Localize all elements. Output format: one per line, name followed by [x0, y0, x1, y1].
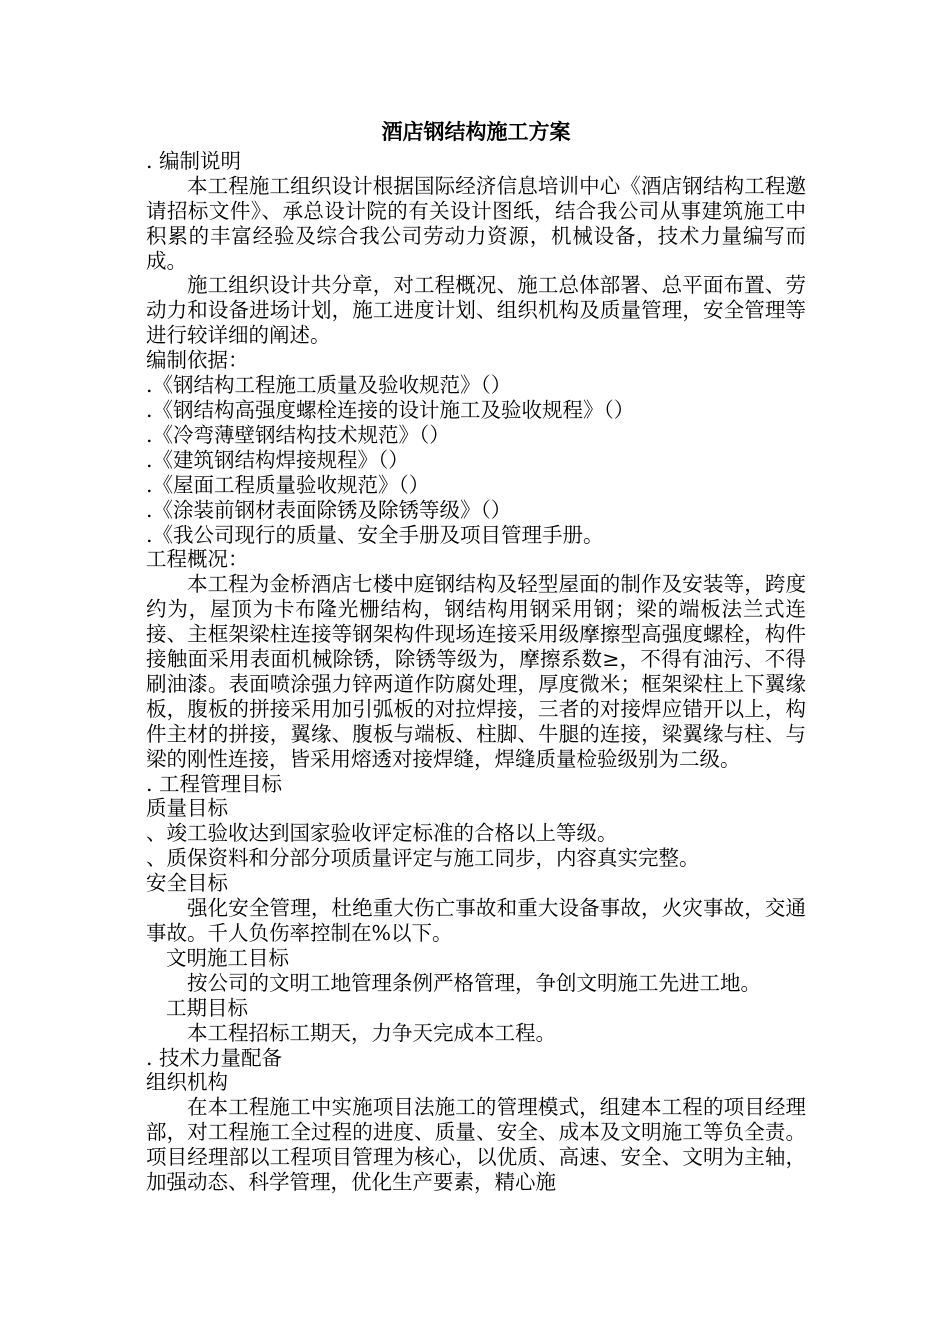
- paragraph-schedule-goal: 本工程招标工期天，力争天完成本工程。: [187, 1020, 556, 1045]
- document-title: 酒店钢结构施工方案: [381, 119, 571, 144]
- quality-item: 、质保资料和分部分项质量评定与施工同步，内容真实完整。: [146, 846, 700, 871]
- paragraph-project-overview: 本工程为金桥酒店七楼中庭钢结构及轻型屋面的制作及安装等，跨度约为，屋顶为卡布隆光栅结构，钢结构用钢采用钢；梁的端板法兰式连接、主框架梁柱连接等钢架构件现场连接采用级摩擦型高强度螺栓，构件接触面采用表面机械除锈，除锈等级为，摩擦系数≥，不得有油污、不得刷油漆。表面喷涂强力锌两道作防腐处理，厚度微米；框架梁柱上下翼缘板，腹板的拼接采用加引弧板的对拉焊接，三者的对接焊应错开以上，构件主材的拼接，翼缘、腹板与端板、柱脚、牛腿的连接，梁翼缘与柱、与梁的刚性连接，皆采用熔透对接焊缝，焊缝质量检验级别为二级。: [146, 572, 806, 771]
- section-heading-management-goals: . 工程管理目标: [146, 771, 283, 796]
- basis-item: .《钢结构工程施工质量及验收规范》（）: [146, 373, 512, 398]
- basis-item: .《建筑钢结构焊接规程》（）: [146, 447, 409, 472]
- document-page: [146, 120, 806, 1195]
- civil-construction-heading: 文明施工目标: [166, 945, 289, 970]
- paragraph-compilation-intro: 本工程施工组织设计根据国际经济信息培训中心《酒店钢结构工程邀请招标文件》、承总设计院的有关设计图纸，结合我公司从事建筑施工中积累的丰富经验及综合我公司劳动力资源，机械设备，技术力量编写而成。: [146, 173, 806, 273]
- basis-item: .《我公司现行的质量、安全手册及项目管理手册。: [146, 522, 604, 547]
- paragraph-safety-goal: 强化安全管理，杜绝重大伤亡事故和重大设备事故，火灾事故，交通事故。千人负伤率控制在%以下。: [146, 896, 806, 945]
- basis-item: .《涂装前钢材表面除锈及除锈等级》（）: [146, 497, 512, 522]
- basis-heading: 编制依据：: [146, 348, 249, 373]
- overview-heading: 工程概况：: [146, 547, 249, 572]
- paragraph-design-scope: 施工组织设计共分章，对工程概况、施工总体部署、总平面布置、劳动力和设备进场计划，施工进度计划、组织机构及质量管理，安全管理等进行较详细的阐述。: [146, 273, 806, 348]
- basis-item: .《屋面工程质量验收规范》（）: [146, 472, 430, 497]
- basis-item: .《钢结构高强度螺栓连接的设计施工及验收规程》（）: [146, 397, 635, 422]
- quality-heading: 质量目标: [146, 796, 228, 821]
- quality-item: 、竣工验收达到国家验收评定标准的合格以上等级。: [146, 821, 618, 846]
- organization-heading: 组织机构: [146, 1070, 228, 1095]
- schedule-heading: 工期目标: [166, 995, 248, 1020]
- safety-heading: 安全目标: [146, 871, 228, 896]
- section-heading-technical-staffing: . 技术力量配备: [146, 1045, 283, 1070]
- section-heading-compilation: . 编制说明: [146, 148, 242, 173]
- basis-item: .《冷弯薄壁钢结构技术规范》（）: [146, 422, 450, 447]
- paragraph-civil-construction-goal: 按公司的文明工地管理条例严格管理，争创文明施工先进工地。: [187, 970, 761, 995]
- paragraph-organization: 在本工程施工中实施项目法施工的管理模式，组建本工程的项目经理部，对工程施工全过程的进度、质量、安全、成本及文明施工等负全责。项目经理部以工程项目管理为核心，以优质、高速、安全、文明为主轴，加强动态、科学管理，优化生产要素，精心施: [146, 1095, 806, 1195]
